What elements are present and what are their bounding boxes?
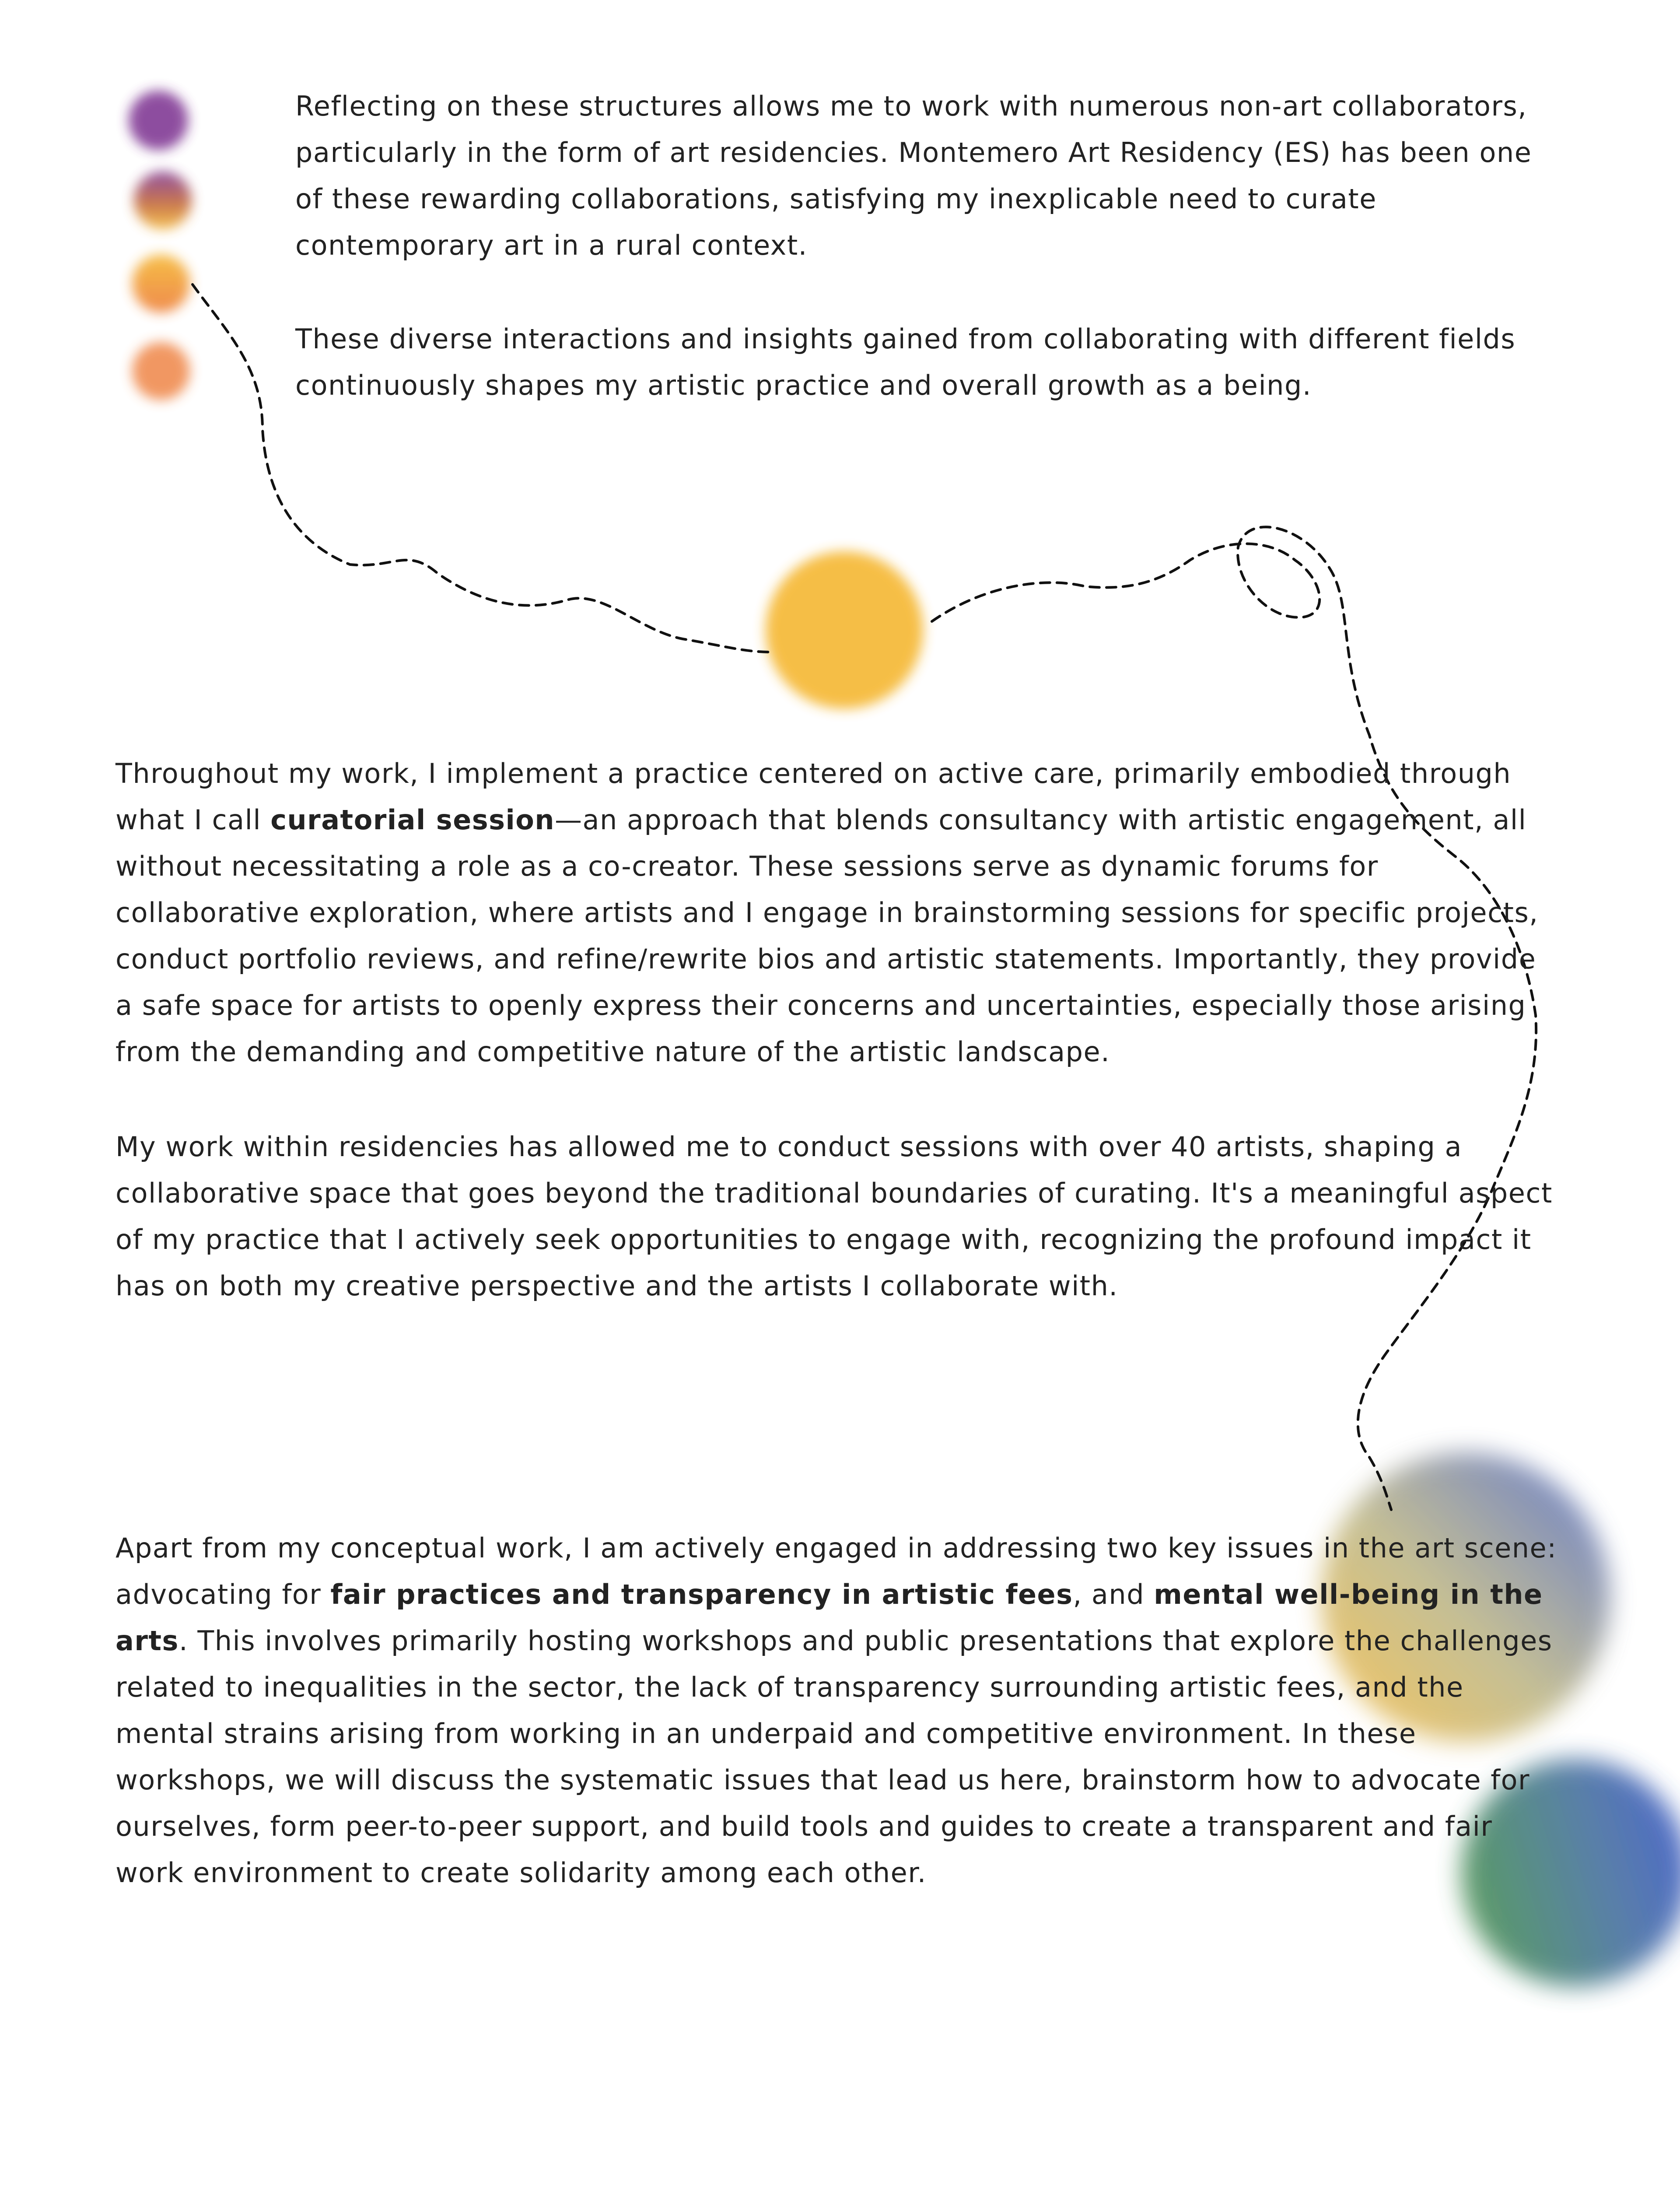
curatorial-intro-text: Throughout my work, I implement a practice centered on active care, primarily embodied through what I call xyxy=(116,757,1512,836)
advocacy-paragraph xyxy=(116,1525,1559,1896)
advocacy-conjunction: , and xyxy=(1073,1578,1154,1610)
purple-blob xyxy=(129,91,188,150)
yellow-orange-blob xyxy=(132,255,190,312)
residency-sessions-paragraph: My work within residencies has allowed me to conduct sessions with over 40 artists, shaping a collaborative space that goes beyond the traditional boundaries of curating. It's a meaningful aspect of my practice that I actively seek opportunities to engage with, recognizing the profound impact it has on both my creative perspective and the artists I collaborate with. xyxy=(116,1131,1553,1302)
curatorial-session-term: curatorial session xyxy=(270,804,555,836)
mental-wellbeing-term: mental well-being in the arts xyxy=(116,1578,1543,1657)
fair-practices-term: fair practices and transparency in artistic fees xyxy=(330,1578,1073,1610)
curatorial-session-paragraph xyxy=(116,750,1559,1075)
orange-blob xyxy=(132,342,190,400)
collaboration-paragraph: These diverse interactions and insights gained from collaborating with different fields continuously shapes my artistic practice and overall growth as a being. xyxy=(295,323,1516,401)
curatorial-description-text: —an approach that blends consultancy with artistic engagement, all without necessitating a role as a co-creator. These sessions serve as dynamic forums for collaborative exploration, where artists and I engage in brainstorming sessions for specific projects, conduct portfolio reviews, and refine/rewrite bios and artistic statements. Importantly, they provide a safe space for artists to openly express their concerns and uncertainties, especially those arising from the demanding and competitive nature of the artistic landscape. xyxy=(116,804,1539,1068)
advocacy-description-text: . This involves primarily hosting workshops and public presentations that explore the challenges related to inequalities in the sector, the lack of transparency surrounding artistic fees, and the mental strains arising from working in an underpaid and competitive environment. In these workshops, we will discuss the systematic issues that lead us here, brainstorm how to advocate for ourselves, form peer-to-peer support, and build tools and guides to create a transparent and fair work environment to create solidarity among each other. xyxy=(116,1625,1553,1889)
yellow-blob xyxy=(766,551,923,709)
purple-yellow-blob xyxy=(134,172,192,229)
residency-paragraph: Reflecting on these structures allows me to work with numerous non-art collaborators, particularly in the form of art residencies. Montemero Art Residency (ES) has been one of these rewarding collaborations, satisfying my inexplicable need to curate contemporary art in a rural context. xyxy=(295,90,1532,261)
advocacy-intro-text: Apart from my conceptual work, I am actively engaged in addressing two key issues in the art scene: advocating for xyxy=(116,1532,1557,1610)
